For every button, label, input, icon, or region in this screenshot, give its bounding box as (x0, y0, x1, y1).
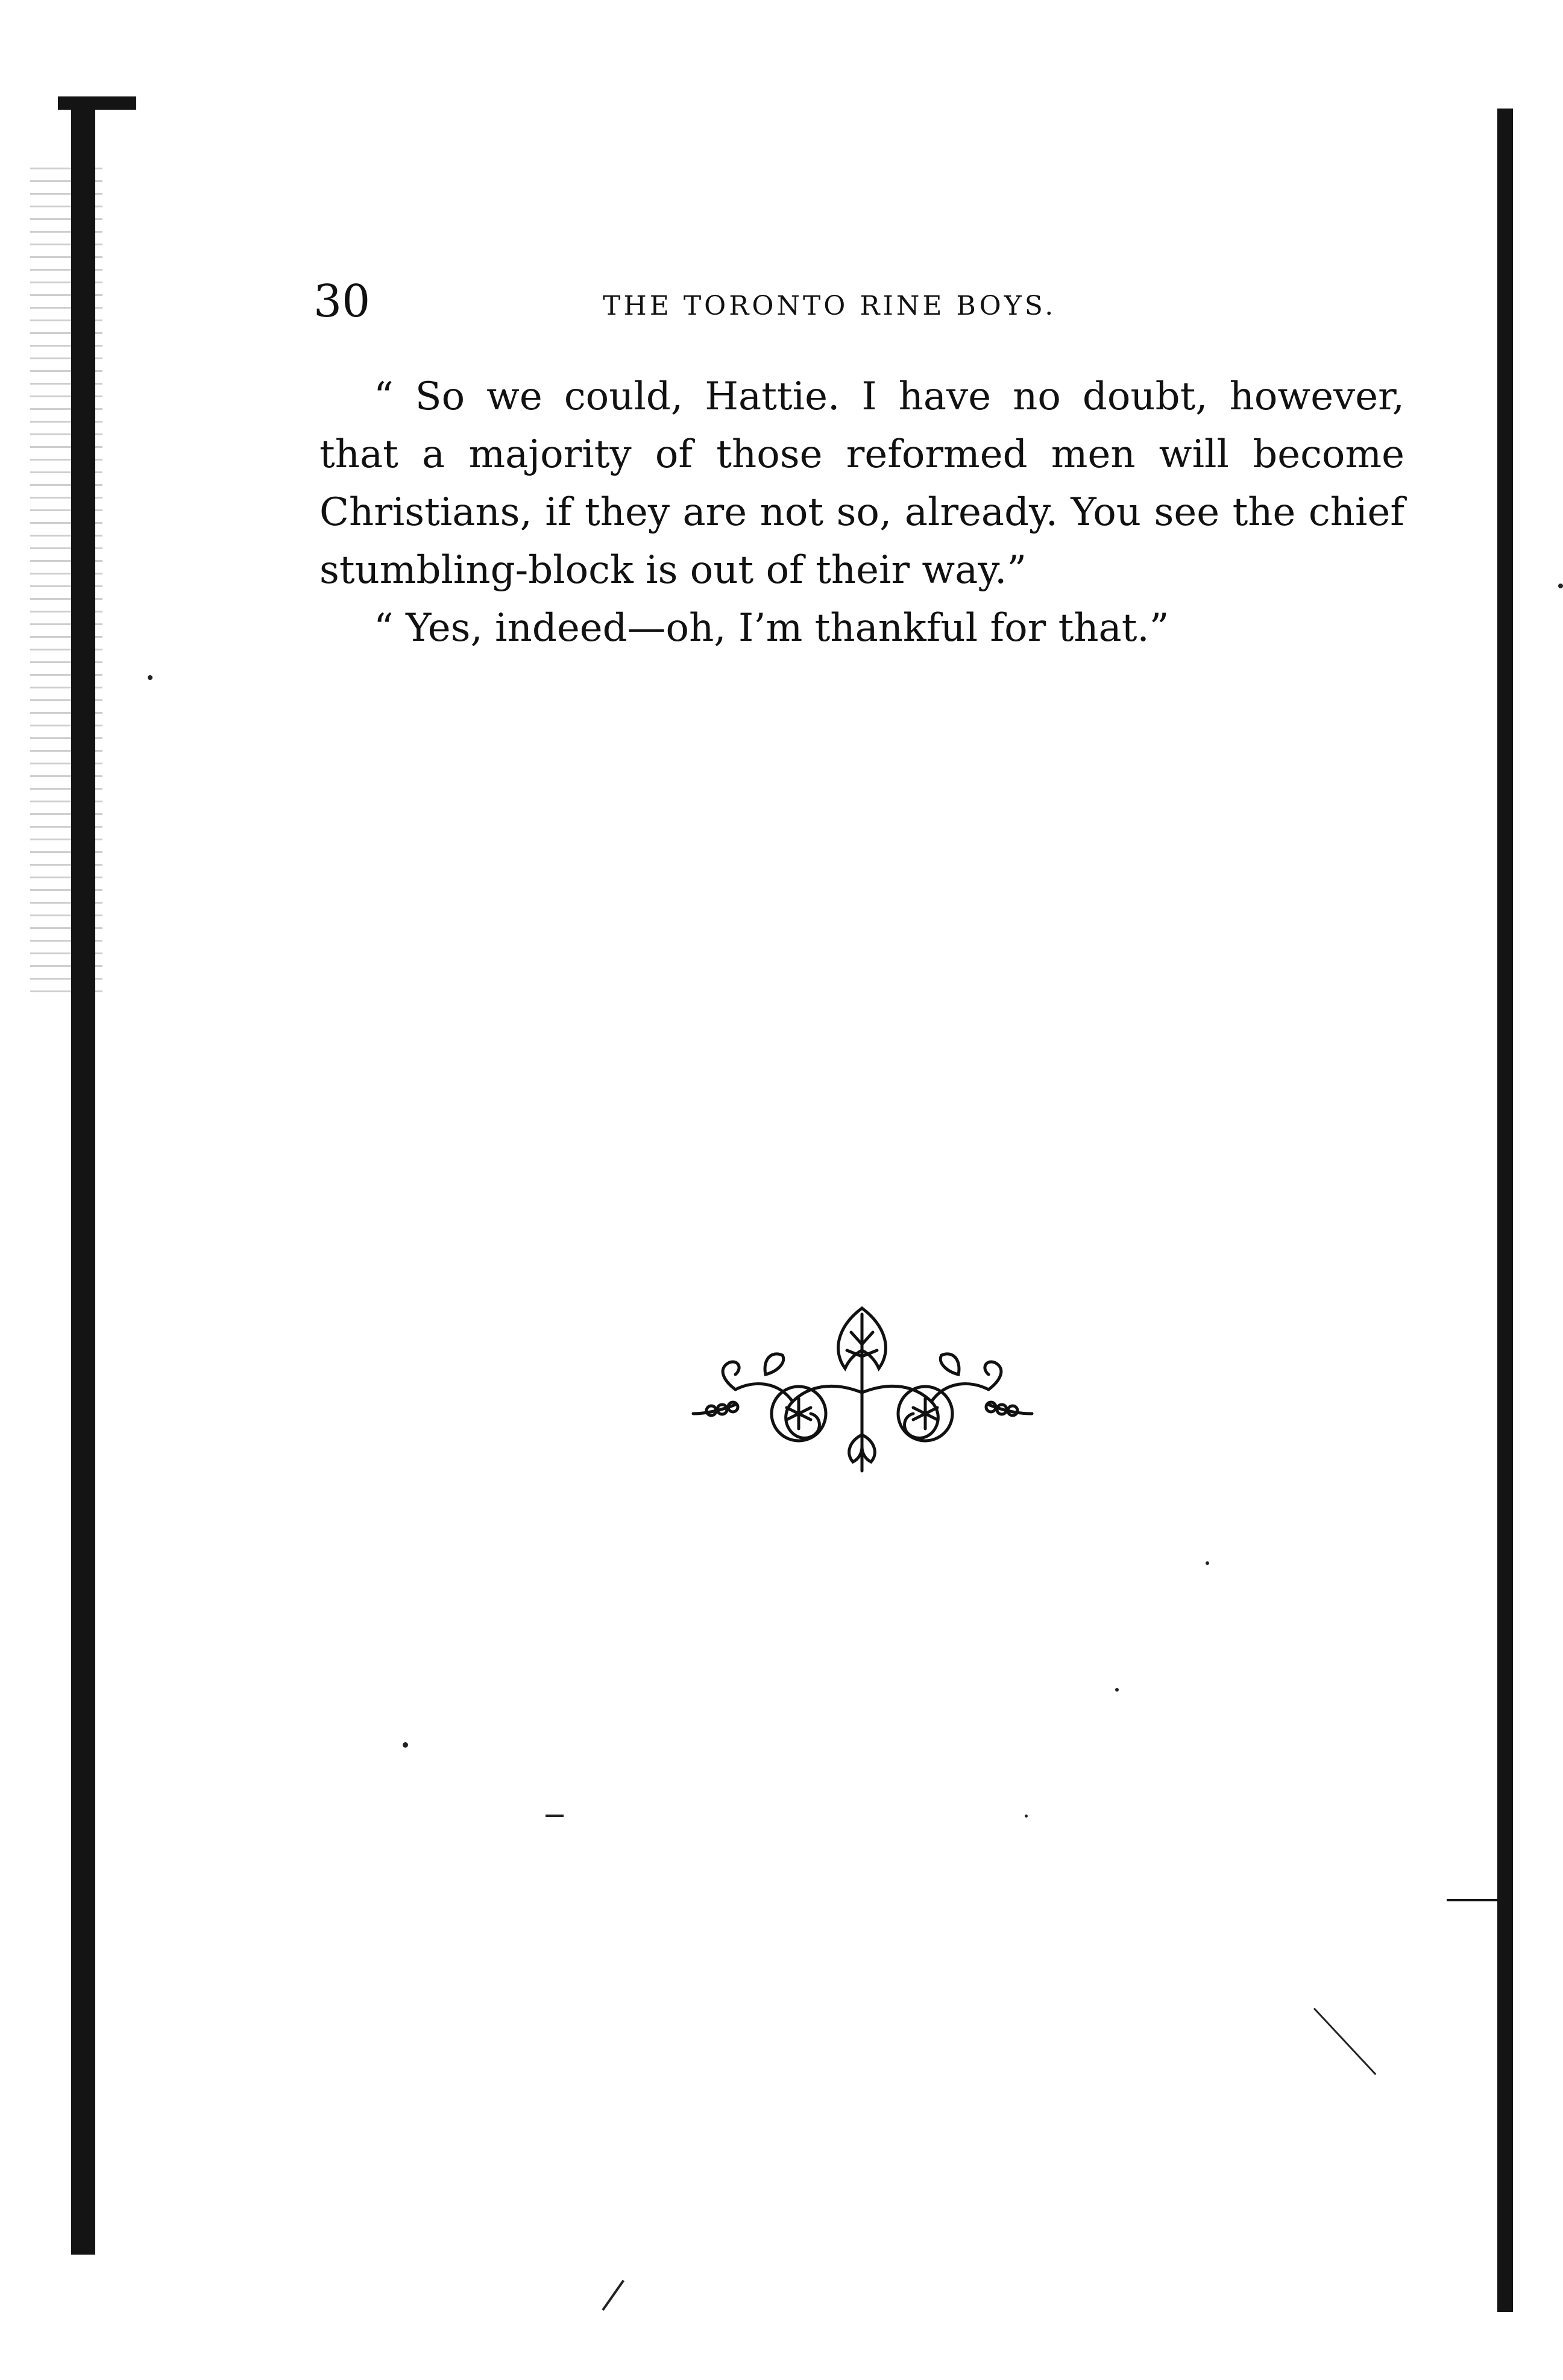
paragraph: “ Yes, indeed—oh, I’m thankful for that.” (374, 606, 1169, 650)
page-header (313, 265, 1410, 338)
right-binding-border (1497, 109, 1513, 2312)
right-border-mark (1447, 1899, 1501, 1901)
print-speck (546, 1815, 564, 1817)
print-speck (403, 1742, 408, 1748)
print-speck (1206, 1561, 1209, 1565)
print-speck (602, 2280, 624, 2311)
print-speck (148, 675, 153, 680)
left-border-cap (58, 96, 136, 110)
scan-edge-noise (30, 157, 102, 1001)
print-speck (1313, 2007, 1376, 2075)
paragraph: “ So we could, Hattie. I have no doubt, however, that a majority of those reformed men will become Christians, if they are not so, already. You see the chief stumbling-block is out of their way.” (319, 374, 1404, 593)
floral-ornament-icon (687, 1290, 1037, 1483)
print-speck (1558, 584, 1563, 588)
body-text (319, 368, 1404, 657)
print-speck (1025, 1815, 1028, 1818)
running-title: THE TORONTO RINE BOYS. (603, 291, 1057, 321)
page-number: 30 (313, 275, 371, 327)
print-speck (1115, 1688, 1119, 1692)
